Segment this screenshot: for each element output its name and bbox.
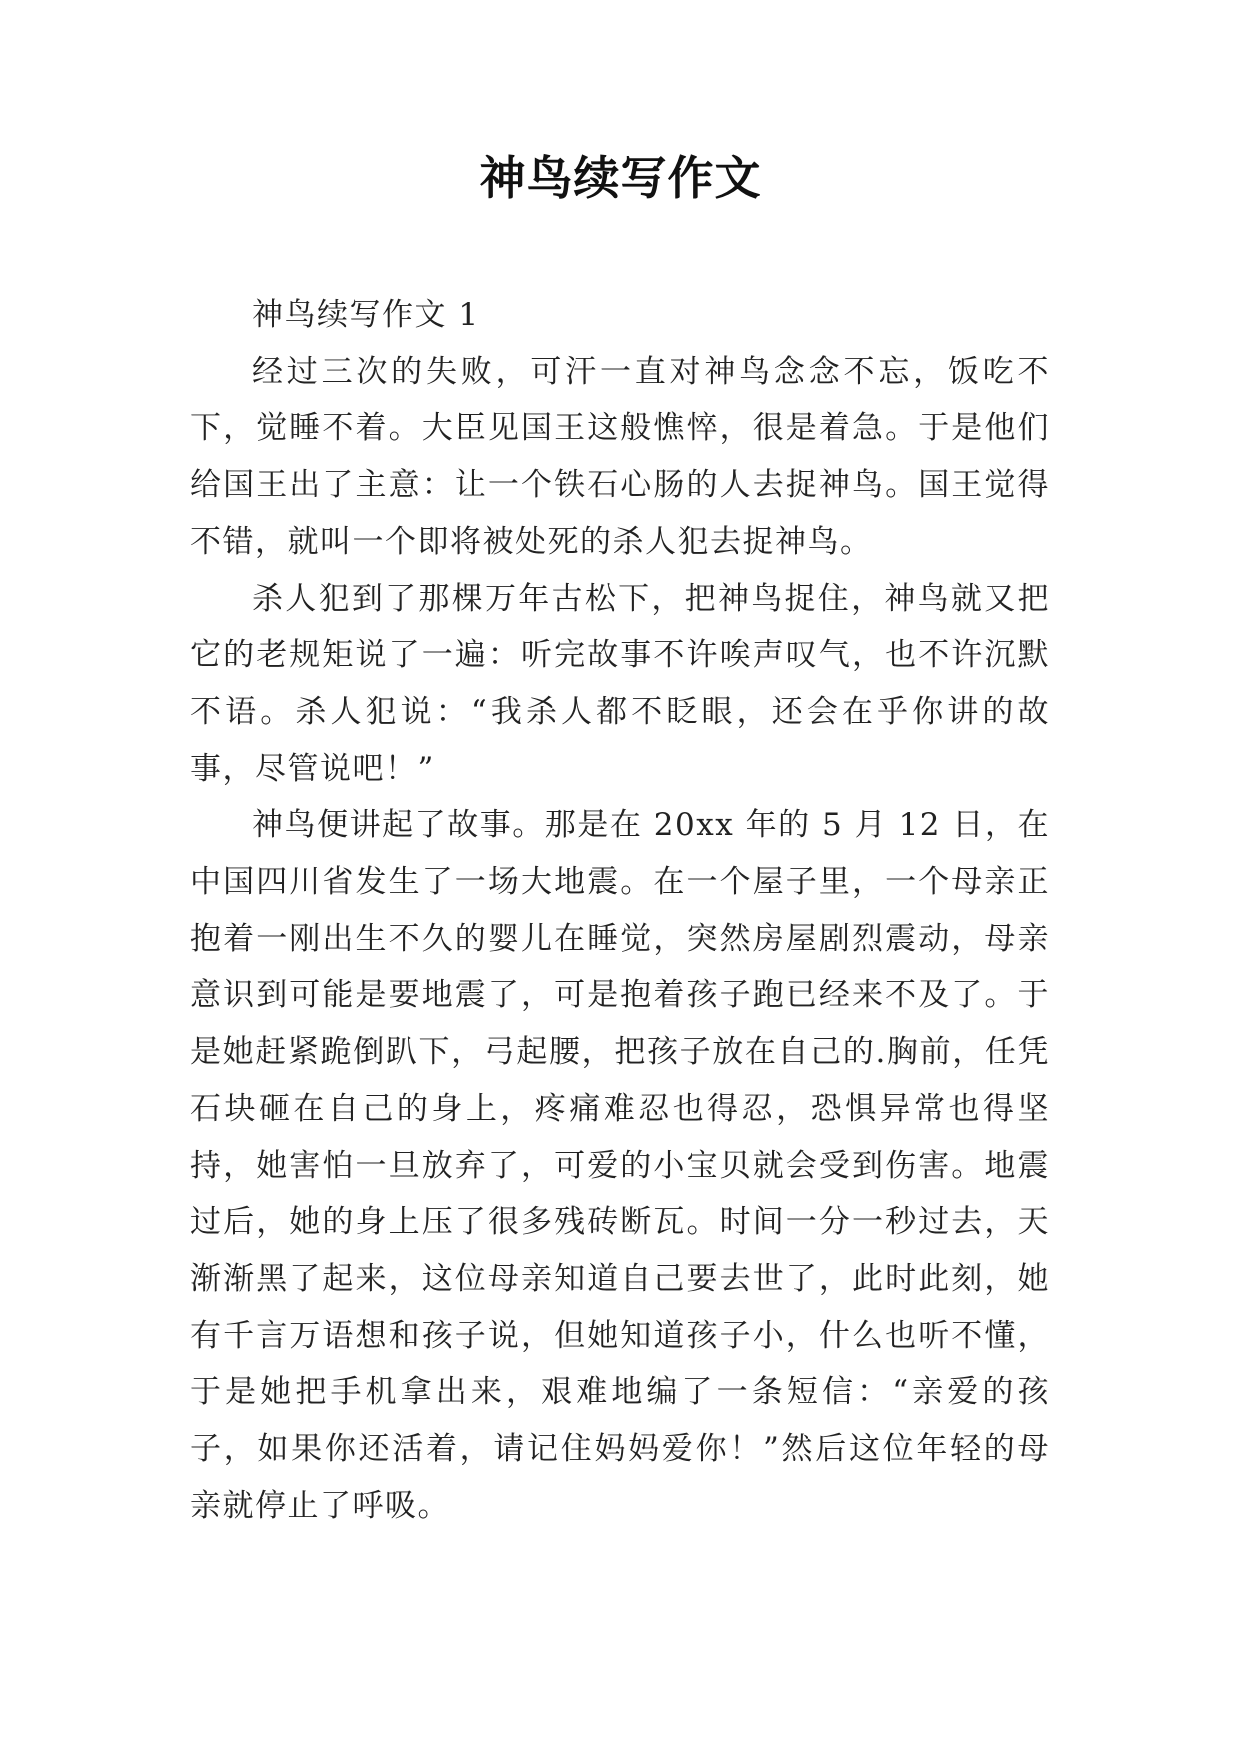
section-heading: 神鸟续写作文 1 (252, 297, 480, 333)
document-title: 神鸟续写作文 (479, 151, 762, 205)
paragraph: 神鸟便讲起了故事。那是在 20xx 年的 5 月 12 日，在中国四川省发生了一场大地震。在一个屋子里，一个母亲正抱着一刚出生不久的婴儿在睡觉，突然房屋剧烈震动，母亲意识到可能是要地震了，可是抱着孩子跑已经来不及了。于是她赶紧跪倒趴下，弓起腰，把孩子放在自己的.胸前，任凭石块砸在自己的身上，疼痛难忍也得忍，恐惧异常也得坚持，她害怕一旦放弃了，可爱的小宝贝就会受到伤害。地震过后，她的身上压了很多残砖断瓦。时间一分一秒过去，天渐渐黑了起来，这位母亲知道自己要去世了，此时此刻，她有千言万语想和孩子说，但她知道孩子小，什么也听不懂，于是她把手机拿出来，艰难地编了一条短信：“亲爱的孩子，如果你还活着，请记住妈妈爱你！”然后这位年轻的母亲就停止了呼吸。 (190, 807, 1050, 1524)
paragraph: 经过三次的失败，可汗一直对神鸟念念不忘，饭吃不下，觉睡不着。大臣见国王这般憔悴，很是着急。于是他们给国王出了主意：让一个铁石心肠的人去捉神鸟。国王觉得不错，就叫一个即将被处死的杀人犯去捉神鸟。 (190, 353, 1050, 560)
document-body (190, 287, 1050, 1534)
paragraph: 杀人犯到了那棵万年古松下，把神鸟捉住，神鸟就又把它的老规矩说了一遍：听完故事不许唉声叹气，也不许沉默不语。杀人犯说：“我杀人都不眨眼，还会在乎你讲的故事，尽管说吧！” (190, 580, 1050, 787)
